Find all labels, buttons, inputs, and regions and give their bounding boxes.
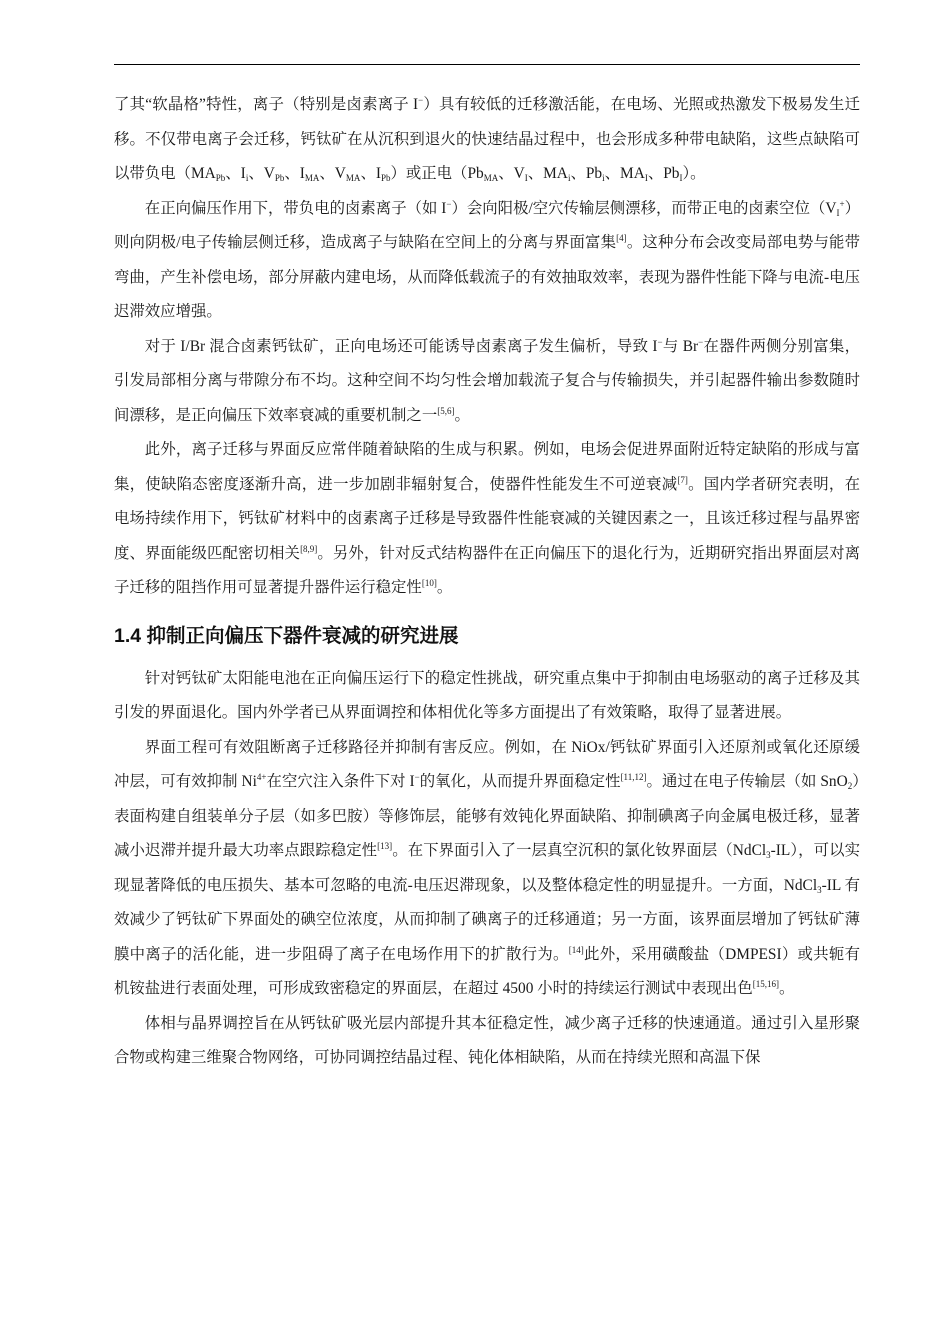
header-rule [114,64,860,65]
paragraph-p4 [114,433,860,606]
subscript-text: MA [345,173,361,183]
superscript-text: [10] [421,578,437,588]
subscript-text: I [644,173,648,183]
paragraph-text: 的氧化，从而提升界面稳定性 [419,773,621,790]
subscript-text: I [679,173,683,183]
superscript-text: − [418,95,424,105]
paragraph-text: 。 [778,980,795,997]
superscript-text: − [657,336,663,347]
subscript-text: Pb [380,173,391,183]
subscript-text: 3 [817,884,822,895]
subscript-text: 2 [847,781,853,791]
superscript-text: [4] [616,233,627,243]
superscript-text: [8,9] [300,543,318,554]
paragraph-text: 、Pb [570,165,603,182]
superscript-text: [14] [568,944,584,955]
paragraph-text: 在正向偏压作用下，带负电的卤素离子（如 I [144,199,447,217]
paragraph-text: 、Pb [647,165,680,182]
paragraph-text: 针对钙钛矿太阳能电池在正向偏压运行下的稳定性挑战，研究重点集中于抑制由电场驱动的离子迁移及其引发的界面退化。国内外学者已从界面调控和体相优化等多方面提出了有效策略，取得了显著进展。 [114,669,860,721]
paragraph-text: 。 [454,406,470,424]
subscript-text: I [836,207,840,218]
superscript-text: − [414,772,420,782]
paragraph-text: 体相与晶界调控旨在从钙钛矿吸光层内部提升其本征稳定性，减少离子迁移的快速通道。通过引入星形聚合物或构建三维聚合物网络，可协同调控结晶过程、钝化体相缺陷，从而在持续光照和高温下保 [114,1014,860,1066]
paragraph-text: 、MA [527,165,568,182]
paragraph-text: ）表面构建自组装单分子层（如多巴胺）等修饰层，能够有效钝化界面缺陷、抑制碘离子向金属电极迁移，显著减小迟滞并提升最大功率点跟踪稳定性 [114,773,860,859]
paragraph-text: 。在下界面引入了一层真空沉积的氯化钕界面层（NdCl [392,842,767,859]
paragraph-text: ）。 [682,165,706,182]
superscript-text: 4+ [256,772,267,782]
paragraph-text: 此外，离子迁移与界面反应常伴随着缺陷的生成与积累。例如，电场会促进界面附近特定缺陷的形成与富集，使缺陷态密度逐渐升高，进一步加剧非辐射复合，使器件性能发生不可逆衰减 [114,441,860,493]
subscript-text: MA [304,173,320,183]
paragraph-p2 [114,192,860,330]
paragraph-text: ）则向阴极/电子传输层侧迁移，造成离子与缺陷在空间上的分离与界面富集 [114,199,860,251]
paragraph-text: 。国内学者研究表明，在电场持续作用下，钙钛矿材料中的卤素离子迁移是导致器件性能衰减的关键因素之一，且该迁移过程与晶界密度、界面能级匹配密切相关 [114,475,860,562]
paragraph-text: 、I [284,165,305,182]
paragraph-text: 、I [360,165,381,182]
subscript-text: i [567,173,571,183]
subscript-text: i [602,173,605,183]
paragraph-text: 了其“软晶格”特性，离子（特别是卤素离子 I [114,96,419,113]
paragraph-p6 [114,731,860,1007]
paragraph-text: -IL 有效减少了钙钛矿下界面处的碘空位浓度，从而抑制了碘离子的迁移通道；另一方面，该界面层增加了钙钛矿薄膜中离子的活化能，进一步阻碍了离子在电场作用下的扩散行为。 [114,876,860,963]
superscript-text: − [698,336,704,347]
paragraph-text: 在空穴注入条件下对 I [266,773,415,790]
paragraph-text: 与 Br [662,337,699,355]
superscript-text: + [839,198,845,209]
subscript-text: Pb [274,173,285,183]
subscript-text: 3 [766,850,771,860]
paragraph-text: 、I [225,165,246,182]
paragraph-p3 [114,330,860,434]
paragraph-text: 、V [248,165,275,182]
paragraph-text: ）具有较低的迁移激活能，在电场、光照或热激发下极易发生迁移。不仅带电离子会迁移，钙钛矿在从沉积到退火的快速结晶过程中，也会形成多种带电缺陷，这些点缺陷可以带负电（MA [114,96,860,182]
paragraph-p7 [114,1007,860,1076]
paragraph-text: 、V [319,165,346,182]
subscript-text: Pb [215,173,226,183]
paragraph-text: 在器件两侧分别富集，引发局部相分离与带隙分布不均。这种空间不均匀性会增加载流子复合与传输损失，并引起器件输出参数随时间漂移，是正向偏压下效率衰减的重要机制之一 [114,337,860,424]
superscript-text: − [446,198,452,209]
paragraph-text: 。 [436,579,453,596]
paragraph-text: 对于 I/Br 混合卤素钙钛矿，正向电场还可能诱导卤素离子发生偏析，导致 I [144,337,658,355]
paragraph-text: 。通过在电子传输层（如 SnO [646,773,848,790]
paragraph-group-before-heading [114,88,860,606]
paragraph-text: 、V [498,165,525,182]
paragraph-text: 界面工程可有效阻断离子迁移路径并抑制有害反应。例如，在 NiOx/钙钛矿界面引入还原剂或氧化还原缓冲层，可有效抑制 Ni [114,738,860,790]
subscript-text: MA [483,173,499,183]
subscript-text: i [245,173,249,183]
superscript-text: [15,16] [752,979,779,989]
paragraph-text: -IL），可以实现显著降低的电压损失、基本可忽略的电流-电压迟滞现象，以及整体稳定性的明显提升。一方面，NdCl [114,842,860,894]
paragraph-text: 、MA [604,165,645,182]
paragraph-p1 [114,88,860,192]
section-heading: 1.4 抑制正向偏压下器件衰减的研究进展 [114,624,459,647]
superscript-text: [7] [677,474,688,485]
superscript-text: [5,6] [437,405,455,416]
paragraph-text: ）会向阳极/空穴传输层侧漂移，而带正电的卤素空位（V [451,199,837,217]
superscript-text: [11,12] [620,772,647,782]
paragraph-group-after-heading [114,662,860,1076]
superscript-text: [13] [377,841,393,851]
paragraph-text: 。这种分布会改变局部电势与能带弯曲，产生补偿电场，部分屏蔽内建电场，从而降低载流子的有效抽取效率，表现为器件性能下降与电流-电压迟滞效应增强。 [114,234,860,320]
document-body [114,88,860,1076]
paragraph-text: 此外，采用磺酸盐（DMPESI）或共轭有机铵盐进行表面处理，可形成致密稳定的界面层，在超过 4500 小时的持续运行测试中表现出色 [114,945,860,997]
paragraph-p5 [114,662,860,731]
subscript-text: I [524,173,528,183]
paragraph-text: 。另外，针对反式结构器件在正向偏压下的退化行为，近期研究指出界面层对离子迁移的阻挡作用可显著提升器件运行稳定性 [114,544,860,596]
paragraph-text: ）或正电（Pb [390,165,484,182]
